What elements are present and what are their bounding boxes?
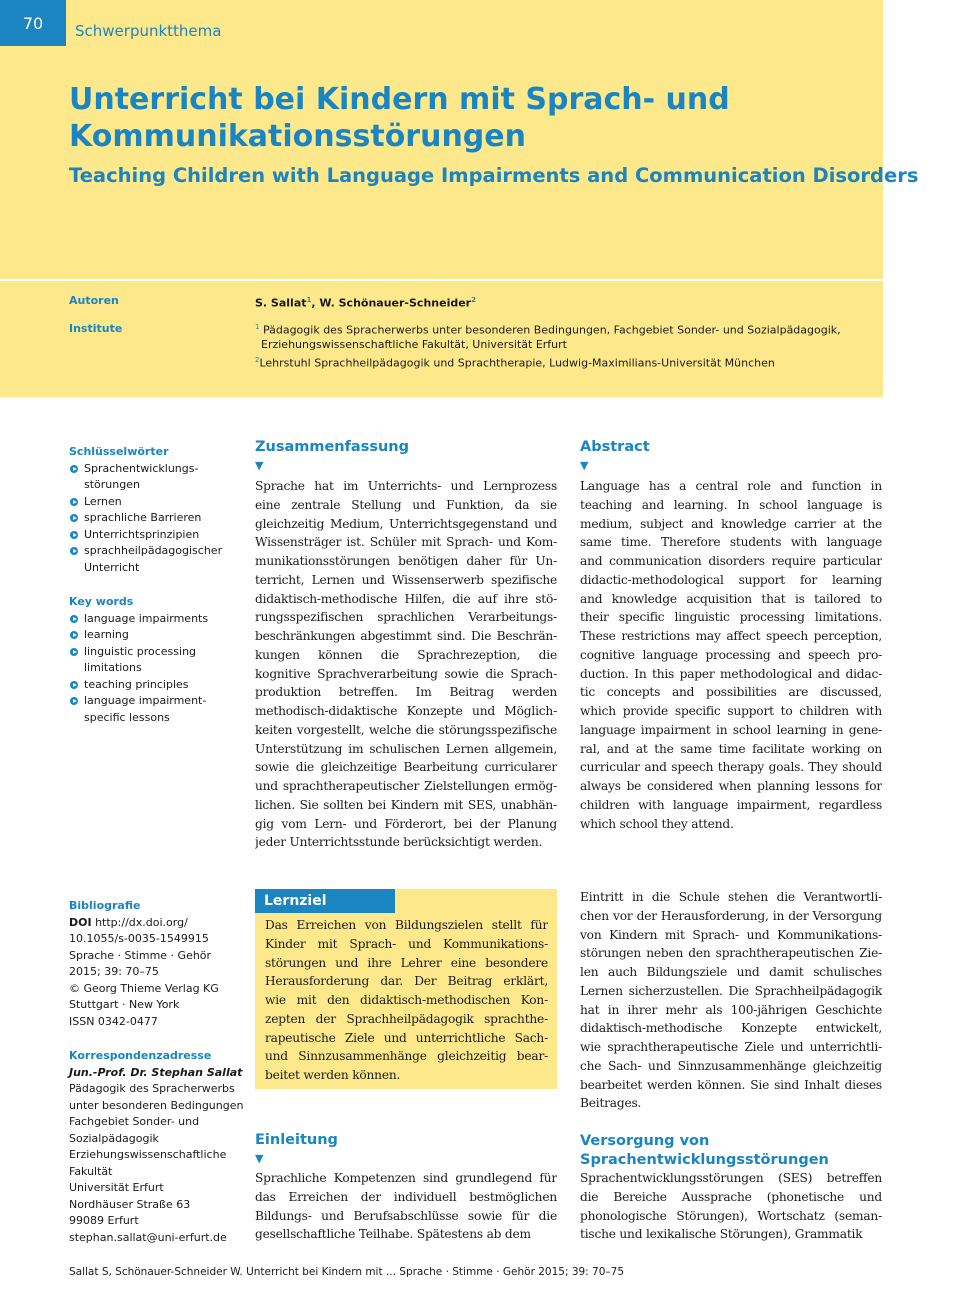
institutes-label: Institute — [69, 322, 123, 335]
text-line: Eintritt in die Schule stehen die Verantwortli- — [580, 890, 882, 904]
text-line: Kinder mit Sprach- und Kommunikations- — [265, 936, 548, 951]
text-line: Lernen sicherzustellen. Die Sprachheilpädagogik — [580, 983, 882, 998]
text-line: lichen. Sie sollten bei Kindern mit SES, unabhän- — [255, 797, 557, 812]
article-subtitle: Teaching Children with Language Impairments and Communication Disorders — [69, 164, 919, 187]
zusammenfassung-marker: ▼ — [255, 459, 264, 472]
text-line: gesellschaftliche Teilhabe. Spätestens ab dem — [255, 1227, 531, 1242]
text-line: che Sach- und Sinnzusammenhänge gleichzeitig — [580, 1058, 882, 1073]
keyword-en: language impairment- specific lessons — [69, 693, 244, 726]
address-line: Pädagogik des Spracherwerbs — [69, 1082, 235, 1095]
email-link[interactable]: stephan.sallat@uni-erfurt.de — [69, 1230, 227, 1244]
text-line: Unterstützung im schulischen Lernen allgemein, — [255, 741, 557, 756]
text-line: Bildungs- und Berufsabschlüsse sowie für die — [255, 1208, 557, 1223]
bib-line: 10.1055/s-0035-1549915 — [69, 932, 209, 945]
text-line: children with language impairment, regardless — [580, 797, 882, 812]
text-line: sowie die gleichzeitige Bearbeitung curricularer — [255, 760, 557, 775]
text-line: chen vor der Herausforderung, in der Versorgung — [580, 908, 882, 923]
text-line: duction. In this paper methodological and didac- — [580, 666, 882, 681]
address-line: Sozialpädagogik — [69, 1131, 159, 1145]
doi-link[interactable]: http://dx.doi.org/ — [95, 915, 188, 929]
author-separator: , — [311, 296, 320, 310]
bibliography — [69, 898, 244, 1030]
text-line: kungen können die Sprachrezeption, die — [255, 647, 557, 662]
abstract-marker: ▼ — [580, 459, 589, 472]
address-line: Erziehungswissenschaftliche — [69, 1148, 227, 1161]
text-line: curricular and speech therapy goals. They should — [580, 760, 882, 775]
text-line: zepten der Sprachheilpädagogik sprachthe- — [265, 1011, 548, 1026]
text-line: und sprachtherapeutischer Zielstellungen ermög- — [255, 779, 557, 793]
text-line: terricht, Lernen und Wissenserwerb spezifische — [255, 572, 557, 587]
text-line: wie mit den didaktisch-methodischen Kon- — [265, 993, 548, 1007]
address-line: Nordhäuser Straße 63 — [69, 1197, 191, 1211]
text-line: keiten vorgestellt, welche die störungsspezifische — [255, 722, 557, 737]
text-line: These restrictions may affect speech perception, — [580, 629, 882, 643]
address-line: unter besonderen Bedingungen — [69, 1098, 244, 1112]
text-line: Wissensträger ist. Schüler mit Sprach- und Kom- — [255, 535, 557, 550]
address-line: 99089 Erfurt — [69, 1214, 139, 1227]
text-line: beschränkungen abgestimmt sind. Die Beschrän- — [255, 629, 557, 643]
top-band — [66, 0, 883, 46]
institute-2-number: 2 — [255, 355, 260, 364]
text-line: störungen neben den sprachtherapeutischen Zie- — [580, 946, 882, 961]
text-line: methodisch-didaktische Konzepte und Möglich- — [255, 704, 557, 718]
keyword-de: sprachliche Barrieren — [69, 510, 244, 527]
text-line: kognitive Sprachverarbeitung sowie die Sprach- — [255, 666, 557, 681]
text-line: tische und lexikalische Störungen), Grammatik — [580, 1227, 863, 1242]
text-line: Sprachliche Kompetenzen sind grundlegend für — [255, 1171, 557, 1185]
article-title — [69, 81, 869, 155]
text-line: medium, subject and knowledge carrier at the — [580, 516, 882, 531]
bibliography-heading: Bibliografie — [69, 899, 141, 912]
text-line: language impairment in school learning in gene- — [580, 722, 882, 737]
keyword-de: Lernen — [69, 494, 244, 511]
correspondence-heading: Korrespondenzadresse — [69, 1049, 212, 1062]
text-line: Das Erreichen von Bildungszielen stellt für — [265, 918, 548, 932]
text-line: hat in ihrer mehr als 100-jährigen Geschichte — [580, 1002, 882, 1017]
text-line: ral, and at the same time facilitate working on — [580, 741, 882, 756]
text-line: bearbeitet werden können. Sie sind Inhalt dieses — [580, 1077, 882, 1092]
text-line: always be considered when planning lessons for — [580, 779, 882, 793]
text-line: störungen und ihre Lehrer eine besondere — [265, 955, 548, 970]
text-line: das Erreichen der individuell bestmöglichen — [255, 1189, 557, 1204]
text-line: und Sinnzusammenhänge gleichzeitig bear- — [265, 1049, 548, 1064]
bib-line: 2015; 39: 70–75 — [69, 965, 159, 978]
address-line: Fachgebiet Sonder- und — [69, 1115, 200, 1128]
bib-line: © Georg Thieme Verlag KG — [69, 981, 219, 995]
zusammenfassung-heading: Zusammenfassung — [255, 439, 410, 455]
title-line-2: Kommunikationsstörungen — [69, 119, 526, 154]
text-line: cognitive language processing and speech pro- — [580, 647, 882, 662]
text-line: which provide specific support to children with — [580, 704, 882, 718]
text-line: produktion betreffen. Im Beitrag werden — [255, 685, 557, 700]
text-line: Sprachentwicklungsstörungen (SES) betreffen — [580, 1171, 882, 1185]
text-line: Sprache hat im Unterrichts- und Lernprozess — [255, 479, 557, 493]
text-line: teaching and learning. In school language is — [580, 497, 882, 512]
keywords-de-list — [69, 461, 244, 577]
address-line: Fakultät — [69, 1164, 113, 1178]
text-line: Herausforderung dar. Der Beitrag erklärt, — [265, 974, 548, 989]
einleitung-marker: ▼ — [255, 1152, 264, 1165]
text-line: their specific linguistic processing limitations. — [580, 610, 882, 625]
text-line: which school they attend. — [580, 816, 734, 831]
text-line: didaktisch-methodische Konzepte entwickelt, — [580, 1021, 882, 1036]
keyword-de: Unterrichtsprinzipien — [69, 527, 244, 544]
page-footer: Sallat S, Schönauer-Schneider W. Unterricht bei Kindern mit ... Sprache · Stimme · Gehör 2015; 39: 70–75 — [69, 1266, 625, 1278]
text-line: beitet werden können. — [265, 1068, 401, 1082]
author-1-affiliation: 1 — [306, 296, 312, 304]
keywords-de-heading: Schlüsselwörter — [69, 445, 169, 458]
text-line: eine zentrale Stellung und Funktion, da sie — [255, 497, 557, 512]
title-line-1: Unterricht bei Kindern mit Sprach- und — [69, 82, 730, 117]
keyword-de: sprachheilpädagogischer Unterricht — [69, 543, 244, 576]
versorgung-heading: Versorgung von Sprachentwicklungsstörungen — [580, 1133, 829, 1168]
bib-line: ISSN 0342-0477 — [69, 1014, 158, 1028]
keyword-en: linguistic processing limitations — [69, 644, 244, 677]
keywords-en-list — [69, 611, 244, 727]
text-line: jeder Unterrichtsstunde berücksichtigt werden. — [255, 835, 543, 850]
text-line: rapeutische Ziele und unterrichtliche Sach- — [265, 1030, 548, 1045]
author-2-affiliation: 2 — [471, 296, 476, 304]
address-line: Universität Erfurt — [69, 1181, 164, 1194]
institute-1-number: 1 — [255, 323, 260, 331]
text-line: munikationsstörungen benötigen daher für Un- — [255, 554, 557, 568]
text-line: Beitrages. — [580, 1096, 642, 1111]
text-line: gleichzeitig Medium, Unterrichtsgegenstand und — [255, 516, 557, 531]
text-line: rungsspezifischen sprachlichen Verarbeitungs- — [255, 610, 557, 625]
keywords-en-heading: Key words — [69, 595, 134, 608]
institute-2-line: Lehrstuhl Sprachheilpädagogik und Sprachtherapie, Ludwig-Maximilians-Universität München — [259, 356, 775, 370]
text-line: same time. Therefore students with language — [580, 535, 882, 550]
text-line: Language has a central role and function in — [580, 479, 882, 493]
text-line: len auch Bildungsziele und damit schulisches — [580, 965, 882, 979]
author-1: S. Sallat — [255, 296, 307, 310]
text-line: gig vom Lern- und Förderort, bei der Planung — [255, 816, 557, 831]
einleitung-text — [255, 1169, 557, 1244]
text-line: die Bereiche Aussprache (phonetische und — [580, 1189, 882, 1204]
correspondence-name: Jun.-Prof. Dr. Stephan Sallat — [69, 1065, 243, 1079]
keyword-de: Sprachentwicklungs- störungen — [69, 461, 244, 494]
keywords-sidebar — [69, 444, 244, 726]
text-line: didaktisch-methodische Hilfen, die auf ihre stö- — [255, 591, 557, 606]
bib-line: Stuttgart · New York — [69, 998, 180, 1011]
keyword-en: language impairments — [69, 611, 244, 628]
section-label: Schwerpunktthema — [75, 22, 222, 40]
learning-goal-heading: Lernziel — [255, 889, 395, 913]
zusammenfassung-text — [255, 477, 557, 852]
text-line: and communication disorders require particular — [580, 554, 882, 568]
learning-goal-text — [265, 916, 548, 1085]
text-line: phonologische Störungen), Wortschatz (seman- — [580, 1208, 882, 1223]
text-line: didactic-methodological support for learning — [580, 572, 882, 587]
abstract-text — [580, 477, 882, 833]
text-line: von Kindern mit Sprach- und Kommunikations- — [580, 927, 882, 942]
versorgung-text — [580, 1169, 882, 1244]
einleitung-heading: Einleitung — [255, 1132, 338, 1148]
authors — [255, 293, 476, 311]
text-line: tic concepts and possibilities are discussed, — [580, 685, 882, 700]
institutes — [255, 320, 841, 371]
correspondence — [69, 1048, 244, 1246]
text-line: and knowledge acquisition that is tailored to — [580, 591, 882, 606]
institute-1-line-1: Pädagogik des Spracherwerbs unter besonderen Bedingungen, Fachgebiet Sonder- und Sozialpädagogik, — [262, 323, 841, 337]
keyword-en: learning — [69, 627, 244, 644]
body-text-right — [580, 888, 882, 1113]
page-number: 70 — [0, 0, 66, 46]
author-2: W. Schönauer-Schneider — [319, 296, 472, 310]
doi-label: DOI — [69, 915, 92, 929]
text-line: wie sprachtherapeutische Ziele und unterrichtli- — [580, 1040, 882, 1054]
keyword-en: teaching principles — [69, 677, 244, 694]
bib-line: Sprache · Stimme · Gehör — [69, 948, 212, 962]
authors-label: Autoren — [69, 294, 119, 307]
abstract-heading: Abstract — [580, 439, 650, 455]
institute-1-line-2: Erziehungswissenschaftliche Fakultät, Universität Erfurt — [261, 338, 567, 352]
